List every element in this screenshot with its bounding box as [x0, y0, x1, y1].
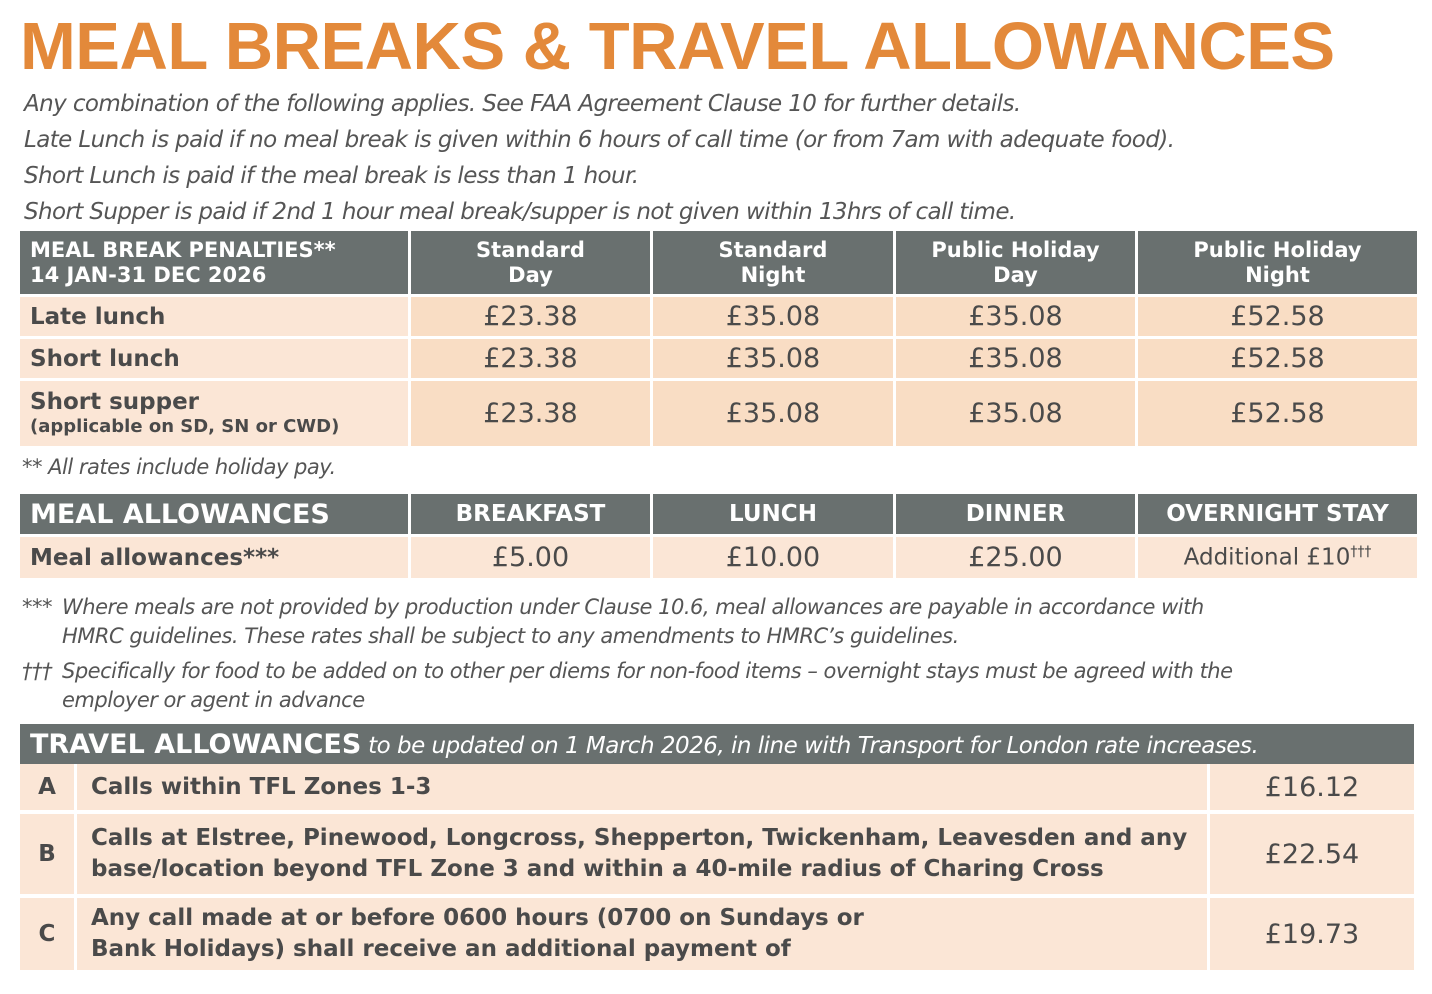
row-description: Calls at Elstree, Pinewood, Longcross, Shepperton, Twickenham, Leavesden and any base/location beyond TFL Zone 3 and within a 40-mile radius of Charing Cross [77, 814, 1210, 898]
rate-cell: £52.58 [1138, 339, 1417, 381]
table-row [20, 764, 1414, 814]
table-row [20, 297, 1417, 339]
rate-cell: £23.38 [411, 297, 653, 339]
row-sublabel: (applicable on SD, SN or CWD) [30, 416, 340, 437]
rate-cell: £23.38 [411, 339, 653, 381]
row-label: Short supper (applicable on SD, SN or CWD) [20, 381, 411, 449]
column-header-breakfast: BREAKFAST [411, 494, 653, 537]
rate-cell: £35.08 [896, 339, 1138, 381]
row-label: Meal allowances*** [20, 537, 411, 581]
rate-cell: £23.38 [411, 381, 653, 449]
travel-amount: £16.12 [1210, 764, 1414, 814]
page-title: MEAL BREAKS & TRAVEL ALLOWANCES [20, 9, 1335, 84]
column-header-dinner: DINNER [896, 494, 1138, 537]
intro-text [24, 86, 1174, 230]
rate-cell: £35.08 [653, 381, 896, 449]
column-header-public-holiday-day: Public Holiday Day [896, 231, 1138, 297]
table-row [20, 537, 1417, 581]
intro-line: Short Lunch is paid if the meal break is less than 1 hour. [24, 163, 639, 189]
overnight-cell: Additional £10††† [1138, 537, 1417, 581]
row-letter: B [20, 814, 77, 898]
rate-cell: £35.08 [653, 297, 896, 339]
rate-cell: £35.08 [653, 339, 896, 381]
footnote-meals: *** Where meals are not provided by production under Clause 10.6, meal allowances are payable in accordance with HMRC guidelines. These rates shall be subject to any amendments to HMRC’s guidelines. [22, 595, 1204, 648]
column-header-public-holiday-night: Public Holiday Night [1138, 231, 1417, 297]
rate-cell: £35.08 [896, 381, 1138, 449]
column-header-standard-night: Standard Night [653, 231, 896, 297]
row-label: Late lunch [20, 297, 411, 339]
rate-cell: £35.08 [896, 297, 1138, 339]
rate-cell: £52.58 [1138, 381, 1417, 449]
table-row [20, 898, 1414, 974]
table-row [20, 339, 1417, 381]
column-header-lunch: LUNCH [653, 494, 896, 537]
table-row [20, 381, 1417, 449]
allowance-cell: £5.00 [411, 537, 653, 581]
row-label: Short lunch [20, 339, 411, 381]
holiday-pay-note: ** All rates include holiday pay. [22, 455, 336, 479]
meal-break-penalties-table [20, 231, 1417, 449]
travel-allowances-table [20, 764, 1414, 974]
travel-amount: £19.73 [1210, 898, 1414, 974]
meal-allowances-header: MEAL ALLOWANCES [20, 494, 411, 537]
travel-amount: £22.54 [1210, 814, 1414, 898]
intro-line: Late Lunch is paid if no meal break is given within 6 hours of call time (or from 7am with adequate food). [24, 127, 1175, 153]
footnote-overnight: ††† Specifically for food to be added on to other per diems for non-food items – overnight stays must be agreed with the employer or agent in advance [22, 659, 1233, 712]
row-letter: C [20, 898, 77, 974]
intro-line: Short Supper is paid if 2nd 1 hour meal break/supper is not given within 13hrs of call time. [24, 199, 1016, 225]
row-description: Any call made at or before 0600 hours (0700 on Sundays or Bank Holidays) shall receive an additional payment of [77, 898, 1210, 974]
meal-allowances-table [20, 494, 1417, 581]
row-description: Calls within TFL Zones 1-3 [77, 764, 1210, 814]
penalties-header: MEAL BREAK PENALTIES** 14 JAN-31 DEC 2026 [20, 231, 411, 297]
allowance-cell: £10.00 [653, 537, 896, 581]
travel-allowances-header: TRAVEL ALLOWANCES to be updated on 1 March 2026, in line with Transport for London rate increases. [20, 724, 1414, 764]
table-row [20, 814, 1414, 898]
column-header-standard-day: Standard Day [411, 231, 653, 297]
rate-cell: £52.58 [1138, 297, 1417, 339]
column-header-overnight-stay: OVERNIGHT STAY [1138, 494, 1417, 537]
allowance-cell: £25.00 [896, 537, 1138, 581]
row-letter: A [20, 764, 77, 814]
intro-line: Any combination of the following applies. See FAA Agreement Clause 10 for further details. [24, 91, 1021, 117]
